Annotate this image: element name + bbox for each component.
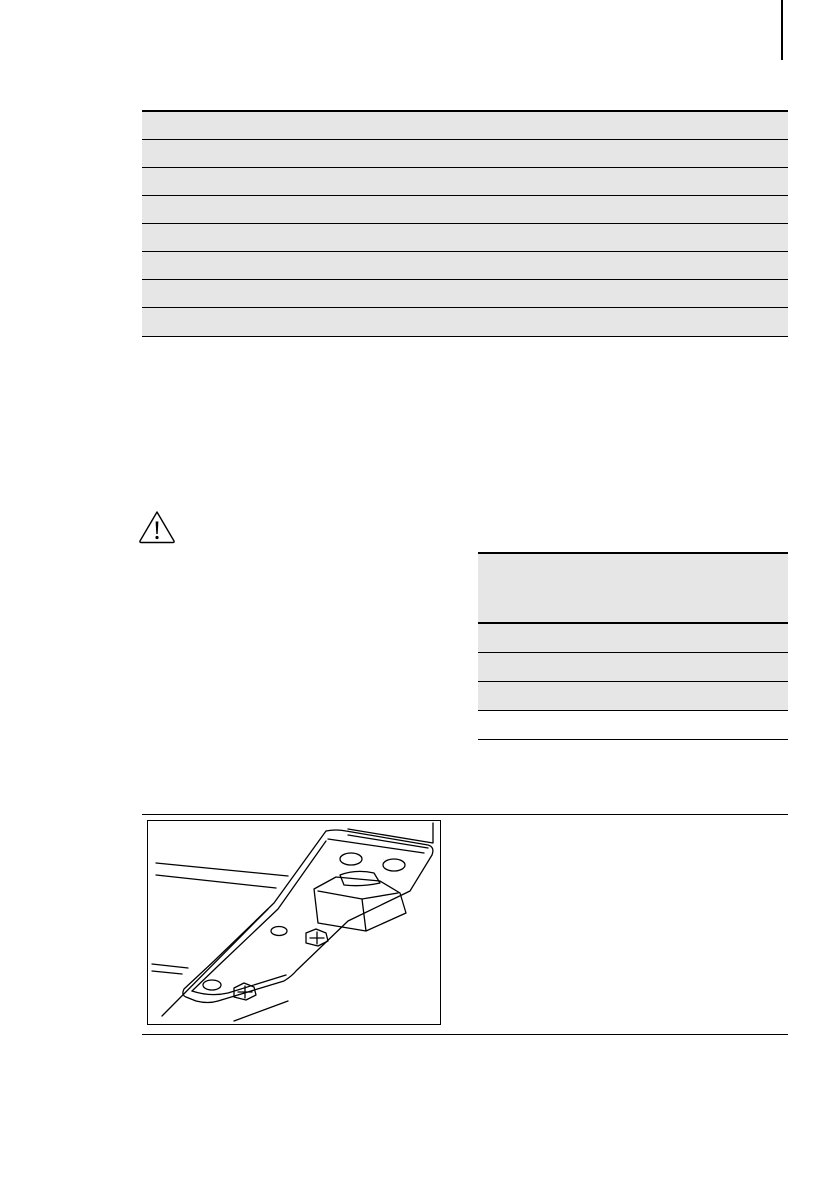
table-row: [478, 653, 788, 682]
table-row: [478, 624, 788, 653]
bracket-illustration: [147, 820, 441, 1025]
warning-triangle-icon: [138, 510, 176, 544]
table-row: [142, 112, 788, 140]
table-row: [142, 196, 788, 224]
figure-top-rule: [142, 814, 788, 815]
table-row: [478, 682, 788, 711]
table-row: [142, 252, 788, 280]
table-row: [142, 280, 788, 308]
table-row: [142, 140, 788, 168]
table-row: [478, 711, 788, 740]
data-table-top: [142, 110, 788, 337]
table-row: [142, 224, 788, 252]
data-table-right: [478, 552, 788, 740]
crop-mark: [781, 0, 783, 60]
table-row: [142, 168, 788, 196]
figure-bottom-rule: [142, 1034, 788, 1035]
table-header: [478, 554, 788, 624]
table-row: [142, 308, 788, 337]
